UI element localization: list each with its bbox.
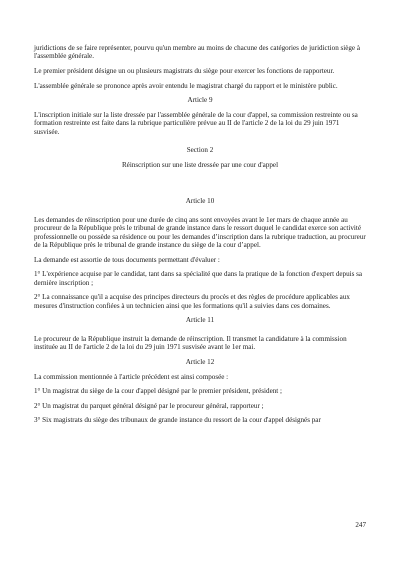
paragraph: 1° Un magistrat du siège de la cour d'appel désigné par le premier président, président ; xyxy=(34,387,282,396)
paragraph: La demande est assortie de tous documents permettant d'évaluer : xyxy=(34,255,220,264)
paragraph: Les demandes de réinscription pour une durée de cinq ans sont envoyées avant le 1er mars de chaque année au procureur de la République près le tribunal de grande instance dans le ressort duquel le candidat exerce son activité professionnelle ou possède sa résidence ou pour les demandes d’inscription dans la rubrique traduction, au procureur de la République près le tribunal de grande instance du siège de la cour d’appel. xyxy=(34,215,366,250)
paragraph: Le procureur de la République instruit la demande de réinscription. Il transmet la candidature à la commission instituée au II de l'article 2 de la loi du 29 juin 1971 susvisée avant le 1er mai. xyxy=(34,334,347,352)
paragraph: L'assemblée générale se prononce après avoir entendu le magistrat chargé du rapport et le ministère public. xyxy=(34,81,338,90)
page-number: 247 xyxy=(355,521,366,529)
paragraph: La commission mentionnée à l'article précédent est ainsi composée : xyxy=(34,372,229,381)
article-heading: Article 11 xyxy=(185,316,215,325)
section-heading: Section 2 xyxy=(186,146,214,155)
article-heading: Article 12 xyxy=(185,357,215,366)
section-title: Réinscription sur une liste dressée par une cour d'appel xyxy=(121,160,279,169)
paragraph: 1° L'expérience acquise par le candidat, tant dans sa spécialité que dans la pratique de la fonction d'expert depuis sa dernière inscription ; xyxy=(34,270,363,287)
paragraph: L'inscription initiale sur la liste dressée par l'assemblée générale de la cour d'appel, sa commission restreinte ou sa formation restreinte est faite dans la rubrique particulière prévue au II de l'article 2 de la loi du 29 juin 1971 susvisée. xyxy=(34,110,358,136)
paragraph: 2° Un magistrat du parquet général désigné par le procureur général, rapporteur ; xyxy=(34,401,264,410)
paragraph: juridictions de se faire représenter, pourvu qu'un membre au moins de chacune des catégories de juridiction siège à l'assemblée générale. xyxy=(34,44,361,61)
article-heading: Article 9 xyxy=(187,96,213,105)
document-body xyxy=(34,44,366,431)
article-heading: Article 10 xyxy=(185,197,215,206)
paragraph: 3° Six magistrats du siège des tribunaux de grande instance du ressort de la cour d'appel désignés par xyxy=(34,416,321,425)
paragraph: 2° La connaissance qu'il a acquise des principes directeurs du procès et des règles de procédure applicables aux mesures d'instruction confiées à un technicien ainsi que les formations qu'il a suivies dans ces domaines. xyxy=(34,293,350,310)
paragraph: Le premier président désigne un ou plusieurs magistrats du siège pour exercer les fonctions de rapporteur. xyxy=(34,67,335,75)
